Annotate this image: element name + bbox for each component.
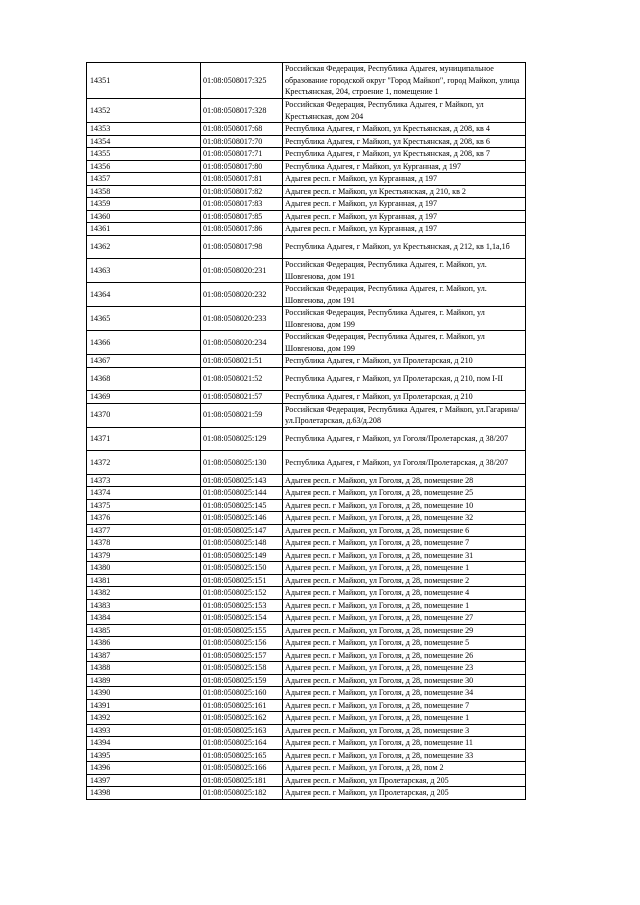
address-cell: Адыгея респ. г Майкоп, ул Гоголя, д 28, помещение 26 [283, 649, 526, 662]
row-number-cell: 14396 [87, 762, 201, 775]
table-row [87, 649, 526, 662]
cadastral-number-cell: 01:08:0508017:325 [201, 63, 283, 99]
cadastral-number-cell: 01:08:0508017:68 [201, 123, 283, 136]
table-row [87, 749, 526, 762]
row-number-cell: 14394 [87, 737, 201, 750]
table-row [87, 512, 526, 525]
address-cell: Адыгея респ. г Майкоп, ул Гоголя, д 28, помещение 28 [283, 474, 526, 487]
table-row [87, 355, 526, 368]
cadastral-number-cell: 01:08:0508025:163 [201, 724, 283, 737]
row-number-cell: 14352 [87, 99, 201, 123]
table-row [87, 210, 526, 223]
cadastral-number-cell: 01:08:0508025:150 [201, 562, 283, 575]
row-number-cell: 14398 [87, 787, 201, 800]
table-row [87, 331, 526, 355]
address-cell: Адыгея респ. г Майкоп, ул Гоголя, д 28, помещение 34 [283, 687, 526, 700]
row-number-cell: 14397 [87, 774, 201, 787]
address-cell: Российская Федерация, Республика Адыгея, г Майкоп, ул Крестьянская, дом 204 [283, 99, 526, 123]
address-cell: Адыгея респ. г Майкоп, ул Гоголя, д 28, помещение 25 [283, 487, 526, 500]
cadastral-number-cell: 01:08:0508025:130 [201, 451, 283, 475]
table-row [87, 637, 526, 650]
address-cell: Республика Адыгея, г Майкоп, ул Крестьянская, д 212, кв 1,1а,1б [283, 235, 526, 259]
table-row [87, 787, 526, 800]
table-row [87, 403, 526, 427]
cadastral-number-cell: 01:08:0508025:166 [201, 762, 283, 775]
row-number-cell: 14379 [87, 549, 201, 562]
row-number-cell: 14364 [87, 283, 201, 307]
address-cell: Адыгея респ. г Майкоп, ул Пролетарская, д 205 [283, 774, 526, 787]
row-number-cell: 14384 [87, 612, 201, 625]
address-cell: Адыгея респ. г Майкоп, ул Курганная, д 197 [283, 198, 526, 211]
cadastral-number-cell: 01:08:0508025:165 [201, 749, 283, 762]
table-row [87, 612, 526, 625]
row-number-cell: 14380 [87, 562, 201, 575]
address-cell: Адыгея респ. г Майкоп, ул Гоголя, д 28, помещение 29 [283, 624, 526, 637]
cadastral-number-cell: 01:08:0508017:71 [201, 148, 283, 161]
table-row [87, 474, 526, 487]
table-row [87, 259, 526, 283]
cadastral-number-cell: 01:08:0508025:160 [201, 687, 283, 700]
table-row [87, 712, 526, 725]
cadastral-number-cell: 01:08:0508020:233 [201, 307, 283, 331]
cadastral-number-cell: 01:08:0508025:156 [201, 637, 283, 650]
cadastral-number-cell: 01:08:0508017:82 [201, 185, 283, 198]
address-cell: Адыгея респ. г Майкоп, ул Гоголя, д 28, помещение 1 [283, 599, 526, 612]
address-cell: Российская Федерация, Республика Адыгея, г Майкоп, ул.Гагарина/ул.Пролетарская, д.63/д.208 [283, 403, 526, 427]
cadastral-number-cell: 01:08:0508025:147 [201, 524, 283, 537]
address-cell: Российская Федерация, Республика Адыгея, г. Майкоп, ул Шовгенова, дом 199 [283, 331, 526, 355]
table-row [87, 562, 526, 575]
cadastral-number-cell: 01:08:0508020:234 [201, 331, 283, 355]
cadastral-number-cell: 01:08:0508025:181 [201, 774, 283, 787]
address-cell: Республика Адыгея, г Майкоп, ул Пролетарская, д 210 [283, 355, 526, 368]
cadastral-number-cell: 01:08:0508025:148 [201, 537, 283, 550]
address-cell: Адыгея респ. г Майкоп, ул Гоголя, д 28, помещение 7 [283, 699, 526, 712]
address-cell: Адыгея респ. г Майкоп, ул Гоголя, д 28, помещение 11 [283, 737, 526, 750]
row-number-cell: 14368 [87, 367, 201, 391]
row-number-cell: 14391 [87, 699, 201, 712]
table-row [87, 624, 526, 637]
table-row [87, 724, 526, 737]
row-number-cell: 14365 [87, 307, 201, 331]
row-number-cell: 14355 [87, 148, 201, 161]
table-row [87, 587, 526, 600]
row-number-cell: 14393 [87, 724, 201, 737]
row-number-cell: 14383 [87, 599, 201, 612]
cadastral-number-cell: 01:08:0508025:129 [201, 427, 283, 451]
row-number-cell: 14371 [87, 427, 201, 451]
cadastral-number-cell: 01:08:0508020:231 [201, 259, 283, 283]
address-cell: Адыгея респ. г Майкоп, ул Крестьянская, д 210, кв 2 [283, 185, 526, 198]
cadastral-number-cell: 01:08:0508025:162 [201, 712, 283, 725]
cadastral-number-cell: 01:08:0508025:157 [201, 649, 283, 662]
address-cell: Адыгея респ. г Майкоп, ул Гоголя, д 28, помещение 31 [283, 549, 526, 562]
table-row [87, 123, 526, 136]
cadastral-number-cell: 01:08:0508021:57 [201, 391, 283, 404]
cadastral-number-cell: 01:08:0508021:59 [201, 403, 283, 427]
row-number-cell: 14388 [87, 662, 201, 675]
address-cell: Адыгея респ. г Майкоп, ул Гоголя, д 28, помещение 4 [283, 587, 526, 600]
address-cell: Адыгея респ. г Майкоп, ул Гоголя, д 28, помещение 1 [283, 712, 526, 725]
row-number-cell: 14369 [87, 391, 201, 404]
cadastral-number-cell: 01:08:0508021:51 [201, 355, 283, 368]
row-number-cell: 14387 [87, 649, 201, 662]
table-row [87, 427, 526, 451]
address-cell: Адыгея респ. г Майкоп, ул Гоголя, д 28, помещение 33 [283, 749, 526, 762]
address-cell: Республика Адыгея, г Майкоп, ул Крестьянская, д 208, кв 4 [283, 123, 526, 136]
row-number-cell: 14361 [87, 223, 201, 236]
row-number-cell: 14372 [87, 451, 201, 475]
row-number-cell: 14382 [87, 587, 201, 600]
address-cell: Адыгея респ. г Майкоп, ул Гоголя, д 28, помещение 6 [283, 524, 526, 537]
address-cell: Российская Федерация, Республика Адыгея, г. Майкоп, ул Шовгенова, дом 199 [283, 307, 526, 331]
address-cell: Российская Федерация, Республика Адыгея, г. Майкоп, ул. Шовгенова, дом 191 [283, 259, 526, 283]
address-cell: Адыгея респ. г Майкоп, ул Гоголя, д 28, пом 2 [283, 762, 526, 775]
table-row [87, 524, 526, 537]
address-cell: Республика Адыгея, г Майкоп, ул Пролетарская, д 210 [283, 391, 526, 404]
cadastral-number-cell: 01:08:0508017:83 [201, 198, 283, 211]
cadastral-number-cell: 01:08:0508017:86 [201, 223, 283, 236]
cadastral-number-cell: 01:08:0508025:159 [201, 674, 283, 687]
address-cell: Адыгея респ. г Майкоп, ул Курганная, д 197 [283, 210, 526, 223]
table-row [87, 674, 526, 687]
table-row [87, 574, 526, 587]
address-cell: Республика Адыгея, г Майкоп, ул Гоголя/Пролетарская, д 38/207 [283, 427, 526, 451]
table-row [87, 367, 526, 391]
table-row [87, 63, 526, 99]
row-number-cell: 14389 [87, 674, 201, 687]
address-cell: Российская Федерация, Республика Адыгея, г. Майкоп, ул. Шовгенова, дом 191 [283, 283, 526, 307]
address-cell: Республика Адыгея, г Майкоп, ул Крестьянская, д 208, кв 6 [283, 135, 526, 148]
row-number-cell: 14359 [87, 198, 201, 211]
address-cell: Адыгея респ. г Майкоп, ул Курганная, д 197 [283, 173, 526, 186]
cadastral-number-cell: 01:08:0508017:80 [201, 160, 283, 173]
cadastral-number-cell: 01:08:0508017:98 [201, 235, 283, 259]
table-row [87, 762, 526, 775]
table-row [87, 283, 526, 307]
cadastral-number-cell: 01:08:0508025:158 [201, 662, 283, 675]
address-cell: Республика Адыгея, г Майкоп, ул Крестьянская, д 208, кв 7 [283, 148, 526, 161]
table-row [87, 185, 526, 198]
row-number-cell: 14375 [87, 499, 201, 512]
row-number-cell: 14377 [87, 524, 201, 537]
address-cell: Адыгея респ. г Майкоп, ул Пролетарская, д 205 [283, 787, 526, 800]
table-row [87, 662, 526, 675]
address-cell: Адыгея респ. г Майкоп, ул Гоголя, д 28, помещение 7 [283, 537, 526, 550]
row-number-cell: 14370 [87, 403, 201, 427]
row-number-cell: 14392 [87, 712, 201, 725]
address-cell: Республика Адыгея, г Майкоп, ул Курганная, д 197 [283, 160, 526, 173]
cadastral-number-cell: 01:08:0508025:151 [201, 574, 283, 587]
address-cell: Адыгея респ. г Майкоп, ул Гоголя, д 28, помещение 3 [283, 724, 526, 737]
table-row [87, 599, 526, 612]
address-cell: Адыгея респ. г Майкоп, ул Гоголя, д 28, помещение 5 [283, 637, 526, 650]
table-row [87, 223, 526, 236]
row-number-cell: 14376 [87, 512, 201, 525]
address-cell: Адыгея респ. г Майкоп, ул Курганная, д 197 [283, 223, 526, 236]
row-number-cell: 14358 [87, 185, 201, 198]
table-row [87, 687, 526, 700]
cadastral-number-cell: 01:08:0508025:164 [201, 737, 283, 750]
cadastral-number-cell: 01:08:0508017:85 [201, 210, 283, 223]
cadastral-number-cell: 01:08:0508025:182 [201, 787, 283, 800]
table-row [87, 135, 526, 148]
cadastral-number-cell: 01:08:0508020:232 [201, 283, 283, 307]
address-cell: Адыгея респ. г Майкоп, ул Гоголя, д 28, помещение 2 [283, 574, 526, 587]
row-number-cell: 14360 [87, 210, 201, 223]
row-number-cell: 14354 [87, 135, 201, 148]
row-number-cell: 14357 [87, 173, 201, 186]
property-register-table [86, 62, 526, 800]
table-row [87, 198, 526, 211]
row-number-cell: 14378 [87, 537, 201, 550]
cadastral-number-cell: 01:08:0508025:144 [201, 487, 283, 500]
cadastral-number-cell: 01:08:0508017:81 [201, 173, 283, 186]
row-number-cell: 14353 [87, 123, 201, 136]
table-body [87, 63, 526, 800]
cadastral-number-cell: 01:08:0508025:161 [201, 699, 283, 712]
table-row [87, 499, 526, 512]
row-number-cell: 14395 [87, 749, 201, 762]
table-row [87, 699, 526, 712]
table-row [87, 737, 526, 750]
row-number-cell: 14374 [87, 487, 201, 500]
cadastral-number-cell: 01:08:0508025:154 [201, 612, 283, 625]
cadastral-number-cell: 01:08:0508025:152 [201, 587, 283, 600]
address-cell: Адыгея респ. г Майкоп, ул Гоголя, д 28, помещение 1 [283, 562, 526, 575]
address-cell: Российская Федерация, Республика Адыгея, муниципальное образование городской округ "Город Майкоп", город Майкоп, улица Крестьянская, 204, строение 1, помещение 1 [283, 63, 526, 99]
cadastral-number-cell: 01:08:0508021:52 [201, 367, 283, 391]
table-row [87, 487, 526, 500]
row-number-cell: 14366 [87, 331, 201, 355]
row-number-cell: 14367 [87, 355, 201, 368]
cadastral-number-cell: 01:08:0508025:155 [201, 624, 283, 637]
table-row [87, 160, 526, 173]
address-cell: Республика Адыгея, г Майкоп, ул Пролетарская, д 210, пом I-II [283, 367, 526, 391]
row-number-cell: 14363 [87, 259, 201, 283]
address-cell: Республика Адыгея, г Майкоп, ул Гоголя/Пролетарская, д 38/207 [283, 451, 526, 475]
cadastral-number-cell: 01:08:0508025:153 [201, 599, 283, 612]
row-number-cell: 14362 [87, 235, 201, 259]
address-cell: Адыгея респ. г Майкоп, ул Гоголя, д 28, помещение 23 [283, 662, 526, 675]
table-row [87, 307, 526, 331]
table-row [87, 549, 526, 562]
address-cell: Адыгея респ. г Майкоп, ул Гоголя, д 28, помещение 10 [283, 499, 526, 512]
row-number-cell: 14390 [87, 687, 201, 700]
cadastral-number-cell: 01:08:0508025:149 [201, 549, 283, 562]
address-cell: Адыгея респ. г Майкоп, ул Гоголя, д 28, помещение 32 [283, 512, 526, 525]
row-number-cell: 14381 [87, 574, 201, 587]
table-row [87, 173, 526, 186]
table-row [87, 391, 526, 404]
address-cell: Адыгея респ. г Майкоп, ул Гоголя, д 28, помещение 30 [283, 674, 526, 687]
cadastral-number-cell: 01:08:0508017:70 [201, 135, 283, 148]
table-row [87, 235, 526, 259]
table-row [87, 774, 526, 787]
address-cell: Адыгея респ. г Майкоп, ул Гоголя, д 28, помещение 27 [283, 612, 526, 625]
cadastral-number-cell: 01:08:0508017:328 [201, 99, 283, 123]
table-row [87, 99, 526, 123]
row-number-cell: 14351 [87, 63, 201, 99]
table-row [87, 451, 526, 475]
row-number-cell: 14385 [87, 624, 201, 637]
row-number-cell: 14373 [87, 474, 201, 487]
cadastral-number-cell: 01:08:0508025:145 [201, 499, 283, 512]
row-number-cell: 14386 [87, 637, 201, 650]
table-row [87, 537, 526, 550]
cadastral-number-cell: 01:08:0508025:146 [201, 512, 283, 525]
row-number-cell: 14356 [87, 160, 201, 173]
cadastral-number-cell: 01:08:0508025:143 [201, 474, 283, 487]
table-row [87, 148, 526, 161]
